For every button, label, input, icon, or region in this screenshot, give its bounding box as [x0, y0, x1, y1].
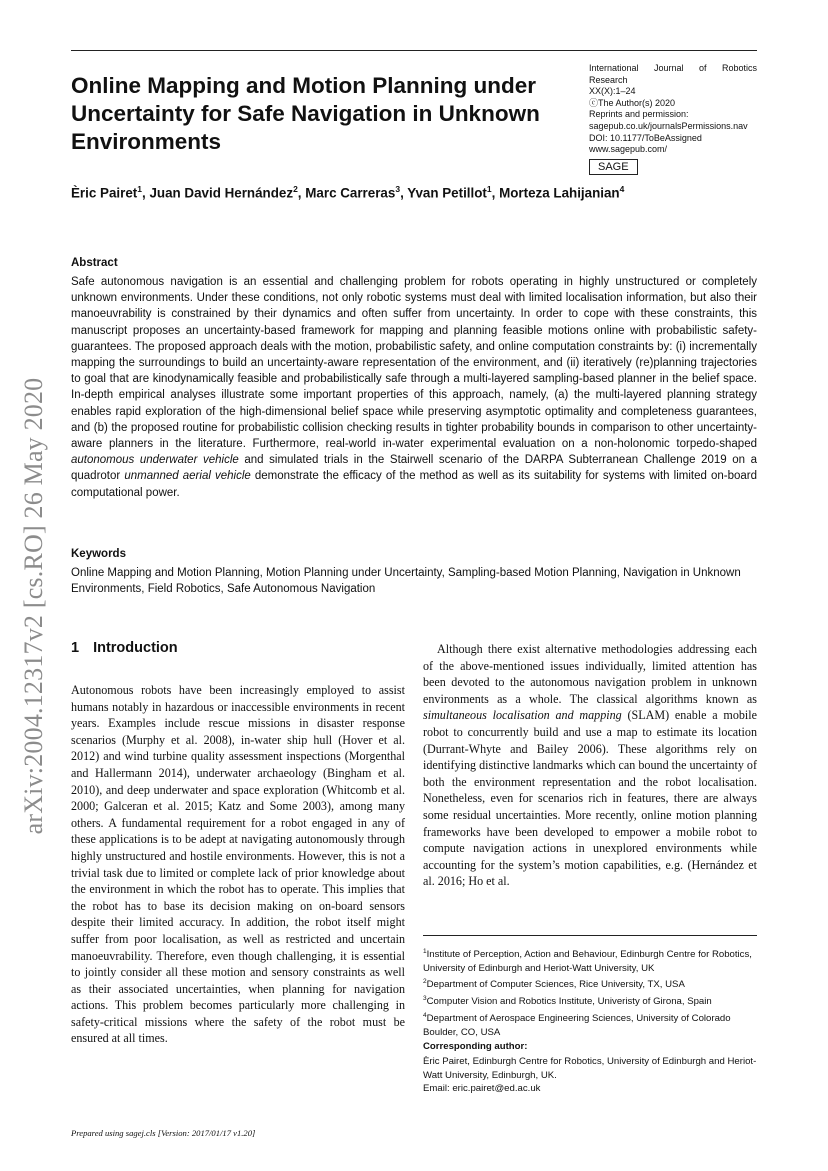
journal-info [589, 63, 757, 175]
arxiv-stamp: arXiv:2004.12317v2 [cs.RO] 26 May 2020 [19, 377, 48, 835]
journal-word: Journal [654, 63, 684, 73]
intro-right-paragraph: Although there exist alternative methodologies addressing each of the above-mentioned issues individually, limited attention has been devoted to the autonomous navigation problem in unknown environments as a whole. The classical algorithms known as simultaneous localisation and mapping (SLAM) enable a mobile robot to concurrently build and use a map to estimate its location (Durrant-Whyte and Bailey 2006). These algorithms rely on identifying distinctive landmarks which can bound the uncertainty of both the environment representation and the robot localisation. Nonetheless, even for scenarios rich in features, there are always some residual uncertainties. More recently, online motion planning frameworks have been developed to empower a mobile robot to compute navigation actions in unexplored environments while accounting for the system’s motion capabilities, e.g. (Hernández et al. 2016; Ho et al. [423, 642, 757, 889]
journal-name-line2: Research [589, 74, 628, 85]
author-name: Morteza Lahijanian [499, 185, 620, 201]
corresponding-author-heading: Corresponding author: [423, 1041, 528, 1052]
keywords-text: Online Mapping and Motion Planning, Motion Planning under Uncertainty, Sampling-based Motion Planning, Navigation in Unknown Environments, Field Robotics, Safe Autonomous Navigation [71, 567, 741, 596]
journal-word: of [698, 63, 707, 73]
author-name: Juan David Hernández [149, 185, 294, 201]
journal-reprints: Reprints and permission: [589, 109, 689, 120]
abstract-emphasis: unmanned aerial vehicle [124, 470, 251, 483]
journal-volume: XX(X):1–24 [589, 86, 636, 97]
abstract-heading: Abstract [71, 257, 118, 269]
footnote-item: $^1$Institute of Perception, Action and Behaviour, Edinburgh Centre for Robotics, University of Edinburgh and Heriot-Watt University, UK [423, 948, 752, 974]
author-affiliation-mark: 2 [293, 184, 298, 194]
abstract-emphasis: autonomous underwater vehicle [71, 454, 239, 467]
author-affiliation-mark: 4 [619, 184, 625, 194]
footnote-item: $^4$Department of Aerospace Engineering Sciences, University of Colorado Boulder, CO, USA [423, 1011, 731, 1038]
corresponding-author [423, 1055, 763, 1096]
corresponding-author-email[interactable]: Email: eric.pairet@ed.ac.uk [423, 1083, 541, 1095]
keywords-heading: Keywords [71, 548, 126, 560]
prepared-using-note: Prepared using sagej.cls [Version: 2017/01/17 v1.20] [71, 1128, 256, 1138]
author-name: Yvan Petillot [407, 185, 487, 201]
journal-word: International [589, 63, 639, 73]
journal-site[interactable]: www.sagepub.com/ [589, 144, 668, 155]
top-rule [71, 50, 757, 51]
paper-title: Online Mapping and Motion Planning under Uncertainty for Safe Navigation in Unknown Environments [71, 73, 540, 154]
journal-word: Robotics [721, 63, 757, 73]
corresponding-author-text: Èric Pairet, Edinburgh Centre for Robotics, University of Edinburgh and Heriot-Watt University, Edinburgh, UK. [423, 1056, 757, 1081]
section-title: Introduction [93, 640, 178, 656]
affiliation-footnotes [423, 945, 763, 1039]
author-name: Marc Carreras [305, 185, 396, 201]
footnote-item: $^3$Computer Vision and Robotics Institute, Univeristy of Girona, Spain [423, 995, 712, 1008]
intro-left-paragraph: Autonomous robots have been increasingly employed to assist humans notably in hazardous or inaccessible environments in recent years. Examples include rescue missions in disaster response scenarios (Murphy et al. 2008), in-water ship hull (Hover et al. 2012) and wind turbine quality assessment inspections (Morgenthal and Hallermann 2014), underwater archaeology (Bingham et al. 2010), and deep underwater and space exploration (Whitcomb et al. 2000; Galceran et al. 2015; Katz and Some 2003), among many others. A fundamental requirement for a robot engaged in any of these applications is to be adept at navigating autonomously through highly unstructured and hostile environments. However, this is not a trivial task due to limited or complete lack of prior knowledge about the environment in which the robot has to operate. This implies that the robot has to base its decision making on on-board sensors despite their limited accuracy. In addition, the robot itself might suffer from poor localisation, as well as restricted and uncertain manoeuvrability. Therefore, even though challenging, it is essential to jointly consider all these motion and sensory constraints as well as their associated uncertainties, when planning for navigation actions. This problem becomes particularly more challenging in safety-critical missions where the safety of the robot must be ensured at all times. [71, 683, 405, 1046]
author-affiliation-mark: 1 [137, 184, 142, 194]
sage-logo: SAGE [589, 159, 638, 175]
intro-emphasis: simultaneous localisation and mapping [423, 708, 622, 723]
author-name: Èric Pairet [71, 185, 138, 201]
author-list: Èric Pairet$^1$, Juan David Hernández$^2$, Marc Carreras$^3$, Yvan Petillot$^1$, Morteza Lahijanian$^4$ [71, 184, 625, 201]
journal-doi[interactable]: DOI: 10.1177/ToBeAssigned [589, 132, 702, 143]
section-heading [71, 640, 178, 656]
journal-copyright: ⓒThe Author(s) 2020 [589, 97, 676, 108]
footnote-item: $^2$Department of Computer Sciences, Rice University, TX, USA [423, 978, 685, 991]
abstract-text: Safe autonomous navigation is an essential and challenging problem for robots operating in highly unstructured or completely unknown environments. Under these conditions, not only robotic systems must deal with limited localisation information, but also their manoeuvrability is constrained by their dynamics and often suffer from uncertainty. In order to cope with these constraints, this manuscript proposes an uncertainty-based framework for mapping and planning feasible motions online with probabilistic safety-guarantees. The proposed approach deals with the motion, probabilistic safety, and online computation constraints by: (i) incrementally mapping the surroundings to build an uncertainty-aware representation of the environment, and (ii) iteratively (re)planning trajectories to goal that are kinodynamically feasible and probabilistically safe through a multi-layered sampling-based planner in the belief space. In-depth empirical analyses illustrate some important properties of this approach, namely, (a) the multi-layered planning strategy enables rapid exploration of the high-dimensional belief space while preserving asymptotic optimality and completeness guarantees, and (b) the proposed routine for probabilistic collision checking results in tighter probability bounds in comparison to other uncertainty-aware planners in the literature. Furthermore, real-world in-water experimental evaluation on a non-holonomic torpedo-shaped autonomous underwater vehicle and simulated trials in the Stairwell scenario of the DARPA Subterranean Challenge 2019 on a quadrotor unmanned aerial vehicle demonstrate the efficacy of the method as well as its suitability for systems with limited on-board computational power. [71, 276, 757, 499]
journal-name-line [589, 63, 757, 75]
author-affiliation-mark: 1 [486, 184, 492, 194]
author-affiliation-mark: 3 [395, 184, 401, 194]
footnote-rule [423, 935, 757, 936]
journal-reprints-url[interactable]: sagepub.co.uk/journalsPermissions.nav [589, 120, 748, 131]
section-number: 1 [71, 640, 80, 656]
